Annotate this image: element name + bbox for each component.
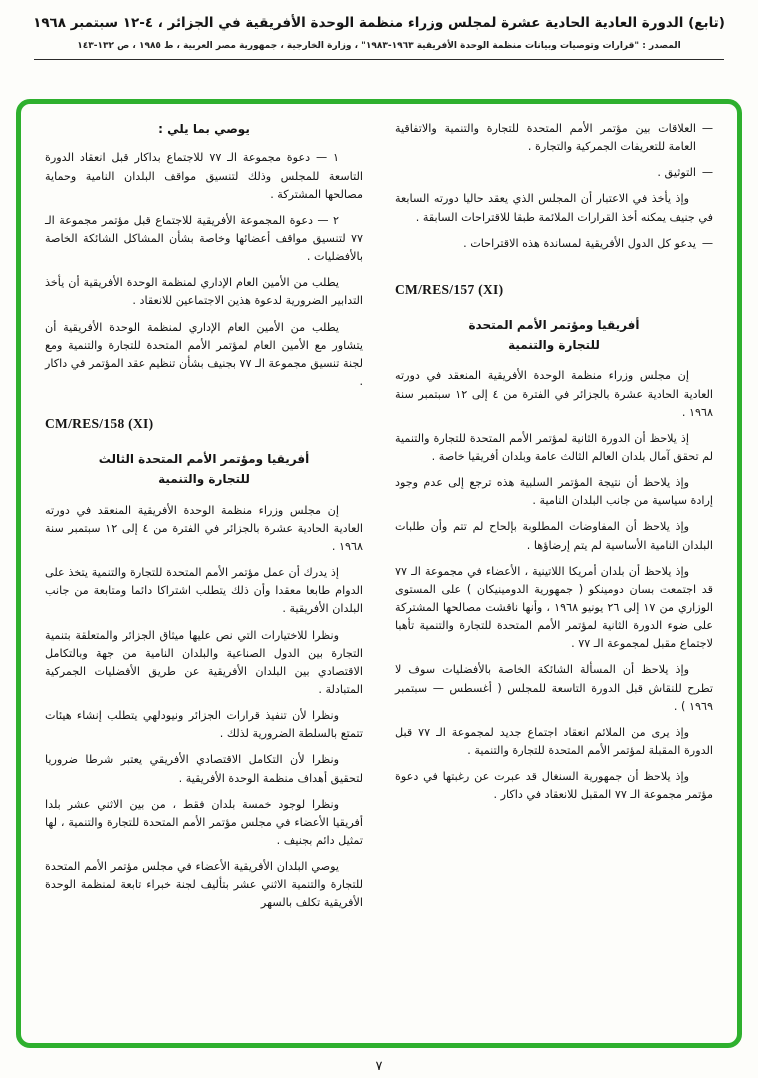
paragraph: وإذ يلاحظ أن جمهورية السنغال قد عبرت عن رغبتها في دعوة مؤتمر مجموعة الـ ٧٧ المقبل للانعقاد في داكار . xyxy=(395,770,713,802)
resolution-157-title xyxy=(395,315,713,356)
paragraph: وإذ يأخذ في الاعتبار أن المجلس الذي يعقد حاليا دورته السابعة في جنيف يمكنه أخذ القرارات الملائمة طبقا للاقتراحات السابقة . xyxy=(395,192,713,224)
resolution-157-title-line1: أفريقيا ومؤتمر الأمم المتحدة xyxy=(468,317,640,332)
paragraph: وإذ يرى من الملائم انعقاد اجتماع جديد لمجموعة الـ ٧٧ قبل الدورة المقبلة لمؤتمر الأمم المتحدة للتجارة والتنمية . xyxy=(395,725,713,758)
paragraph: وإذ يلاحظ أن بلدان أمريكا اللاتينية ، الأعضاء في مجموعة الـ ٧٧ قد اجتمعت بسان دومينكو ( جمهورية الدومينيكان ) على المستوى الوزاري من ١٧ إلى ٢٦ يونيو ١٩٦٨ ، وأنها ناقشت مصالحها المشتركة على ضوء الدورة الثانية لمؤتمر الأمم المتحدة للتجارة والتنمية تأهبا لاجتماع مقبل لمجموعة الـ ٧٧ . xyxy=(395,564,713,651)
recommendation-heading: يوصي بما يلي : xyxy=(158,122,250,136)
content-frame xyxy=(16,99,742,1048)
left-column xyxy=(45,120,363,1027)
resolution-code-158: CM/RES/158 (XI) xyxy=(45,416,154,432)
paragraph: ونظرا للاختيارات التي نص عليها ميثاق الجزائر والمتعلقة بتنمية التجارة بين الدول الصناعية والبلدان النامية من جهة وبالتكامل الاقتصادي بين البلدان الأفريقية عن طريق الأفضليات الجمركية المتبادلة . xyxy=(45,628,363,697)
paragraph: وإذ يلاحظ أن المفاوضات المطلوبة بإلحاح لم تتم وأن طلبات البلدان النامية الأساسية لم يتم إرضاؤها . xyxy=(395,520,713,552)
paragraph: يطلب من الأمين العام الإداري لمنظمة الوحدة الأفريقية أن يأخذ التدابير الضرورية لدعوة هذين الاجتماعين للانعقاد . xyxy=(45,276,363,308)
paragraph: يوصي البلدان الأفريقية الأعضاء في مجلس مؤتمر الأمم المتحدة للتجارة والتنمية الاثني عشر بتأليف لجنة خبراء تابعة لمنظمة الوحدة الأفريقية تكلف بالسهر xyxy=(45,860,363,910)
paragraph: ونظرا لوجود خمسة بلدان فقط ، من بين الاثني عشر بلدا أفريقيا الأعضاء في مجلس مؤتمر الأمم المتحدة للتجارة والتنمية ، لها تمثيل دائم بجنيف . xyxy=(45,797,363,848)
paragraph: إذ يلاحظ أن الدورة الثانية لمؤتمر الأمم المتحدة للتجارة والتنمية لم تحقق آمال بلدان العالم الثالث عامة وبلدان أفريقيا خاصة . xyxy=(395,431,713,464)
resolution-158-title-line1: أفريقيا ومؤتمر الأمم المتحدة الثالث xyxy=(98,451,310,466)
resolution-157-title-line2: للتجارة والتنمية xyxy=(508,338,600,353)
page-header xyxy=(0,0,758,60)
paragraph: وإذ يلاحظ أن المسألة الشائكة الخاصة بالأفضليات سوف لا تطرح للنقاش قبل الدورة التاسعة للمجلس ( أغسطس — سبتمبر ١٩٦٩ ) . xyxy=(395,663,713,713)
paragraph: إن مجلس وزراء منظمة الوحدة الأفريقية المنعقد في دورته العادية الحادية عشرة بالجزائر في الفترة من ٤ إلى ١٢ سبتمبر سنة ١٩٦٨ . xyxy=(45,503,363,554)
paragraph: إن مجلس وزراء منظمة الوحدة الأفريقية المنعقد في دورته العادية الحادية عشرة بالجزائر في الفترة من ٤ إلى ١٢ سبتمبر سنة ١٩٦٨ . xyxy=(395,369,713,419)
list-item-text: التوثيق . xyxy=(657,166,696,180)
resolution-158-title-line2: للتجارة والتنمية xyxy=(158,472,250,487)
resolution-158-title xyxy=(45,449,363,490)
paragraph: ونظرا لأن تنفيذ قرارات الجزائر ونيودلهي يتطلب إنشاء هيئات تتمتع بالسلطة الضرورية لذلك . xyxy=(45,709,363,741)
list-item xyxy=(395,164,713,182)
list-item xyxy=(395,120,713,156)
right-column xyxy=(395,120,713,1027)
dash-marker: — xyxy=(701,166,713,180)
two-column-layout xyxy=(45,120,713,1027)
paragraph: ٢ — دعوة المجموعة الأفريقية للاجتماع قبل مؤتمر مجموعة الـ ٧٧ لتنسيق مواقف أعضائها وخاصة بشأن المشاكل الشائكة الخاصة بالأفضليات . xyxy=(45,213,363,264)
resolution-code-157: CM/RES/157 (XI) xyxy=(395,281,504,297)
page-number: ٧ xyxy=(375,1059,383,1074)
header-divider xyxy=(34,59,724,60)
paragraph: ونظرا لأن التكامل الاقتصادي الأفريقي يعتبر شرطا ضروريا لتحقيق أهداف منظمة الوحدة الأفريقية . xyxy=(45,753,363,785)
list-item-text: يدعو كل الدول الأفريقية لمساندة هذه الاقتراحات . xyxy=(463,236,696,250)
paragraph: ١ — دعوة مجموعة الـ ٧٧ للاجتماع بداكار قبل انعقاد الدورة التاسعة للمجلس وذلك لتنسيق مواقف البلدان النامية وحماية مصالحها المشتركة . xyxy=(45,151,363,201)
paragraph: وإذ يلاحظ أن نتيجة المؤتمر السلبية هذه ترجع إلى عدم وجود إرادة سياسية من جانب البلدان النامية . xyxy=(395,476,713,508)
paragraph: يطلب من الأمين العام الإداري لمنظمة الوحدة الأفريقية أن يتشاور مع الأمين العام لمؤتمر الأمم المتحدة للتجارة والتنمية ومع لجنة تنسيق مجموعة الـ ٧٧ بجنيف بشأن تنظيم عقد المؤتمر في داكار . xyxy=(45,320,363,388)
header-title: (تابع) الدورة العادية الحادية عشرة لمجلس وزراء منظمة الوحدة الأفريقية في الجزائر ، ٤-١٢ سبتمبر ١٩٦٨ xyxy=(33,15,725,31)
list-item xyxy=(395,235,713,253)
header-source: المصدر : "قرارات وتوصيات وبيانات منظمة الوحدة الأفريقية ١٩٦٣-١٩٨٣" ، وزارة الخارجية ، جمهورية مصر العربية ، ط ١٩٨٥ ، ص ١٣٢-١٤٣ xyxy=(77,41,681,51)
paragraph: إذ يدرك أن عمل مؤتمر الأمم المتحدة للتجارة والتنمية يتخذ على الدوام طابعا معقدا وأن ذلك يتطلب اشتراكا دائما ومتابعة من جانب البلدان الأفريقية . xyxy=(45,566,363,616)
dash-marker: — xyxy=(701,122,713,135)
dash-marker: — xyxy=(701,236,713,250)
list-item-text: العلاقات بين مؤتمر الأمم المتحدة للتجارة والتنمية والاتفاقية العامة للتعريفات الجمركية والتجارة . xyxy=(395,122,696,154)
